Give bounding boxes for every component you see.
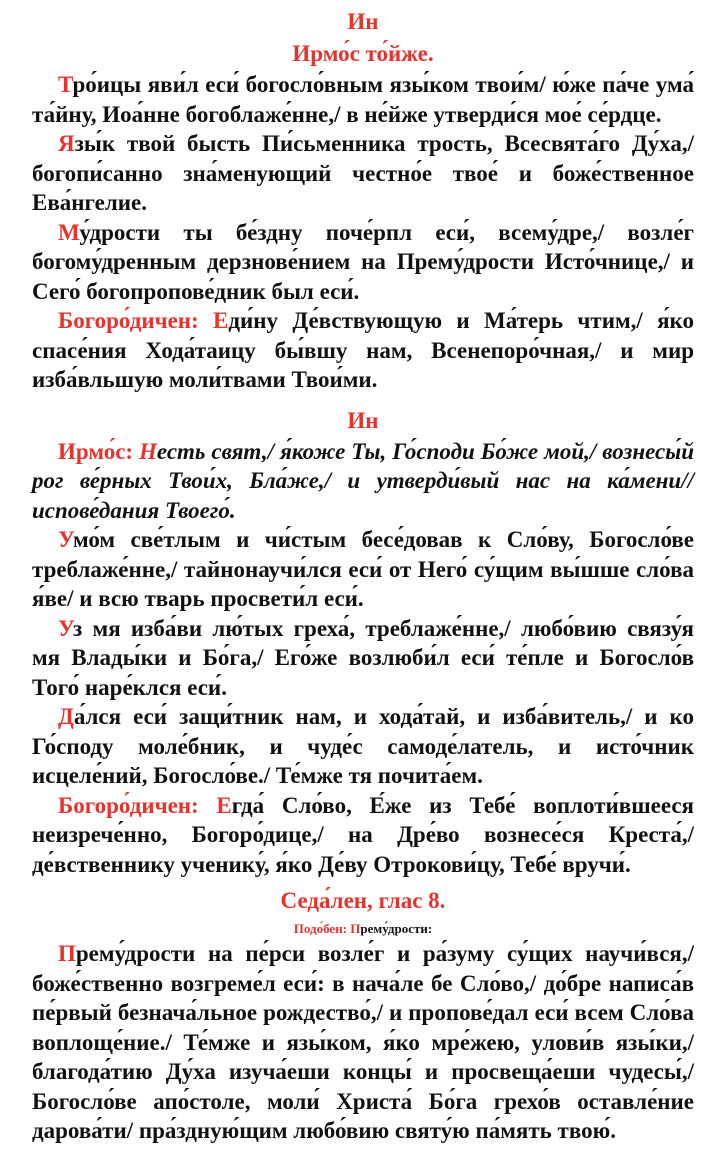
podoben-initial: П [350,921,361,936]
sedalen-heading: Седа́лен, глас 8. [280,888,446,913]
podoben-text: рему́дрости: [360,921,433,936]
troparion [32,70,694,129]
irmos-heading: Ирмо́с то́йже. [292,41,434,66]
troparion [32,525,694,614]
drop-initial: Т [58,72,73,97]
theotokion-label: Богоро́дичен: [58,308,214,333]
podoben-label: Подо́бен: [293,921,351,936]
theotokion [32,306,694,395]
drop-initial: Е [216,792,232,818]
sedalen-text-block [32,939,694,1146]
theotokion [32,791,694,880]
irmos-text: есть свят,/ я́коже Ты, Го́споди Бо́же мой,/ вознесы́й рог ве́рных Твои́х, Бла́же,/ и утверди́вый нас на ка́мени// испове́дания Твоего́. [32,438,694,523]
troparion [32,218,694,307]
drop-initial: Я [58,131,75,156]
troparion-text: зы́к твой бысть Пи́сьменника трость, Всесвята́го Ду́ха,/ богопи́санно зна́менующий честно́е твое́ и боже́ственное Ева́нгелие. [32,131,694,215]
troparion-text: у́дрости ты бе́здну поче́рпл еси́, всему́дре,/ возле́г богому́дренным дерзнове́нием на Прему́дрости Исто́чнице,/ и Сего́ богопропове́дник был еси́. [32,219,694,304]
troparion [32,614,694,703]
troparion-text: мо́м све́тлым и чи́стым бесе́довав к Сло́ву, Богосло́ве треблаже́нне,/ тайнонаучи́лся еси́ от Него́ су́щим вы́шше сло́ва я́ве/ и всю тварь просвети́л еси́. [32,527,694,611]
drop-initial: П [58,941,76,966]
troparion-text: а́лся еси́ защи́тник нам, и хода́тай, и изба́витель,/ и ко Го́споду моле́бник, и чуде́с самоде́латель, и исто́чник исцеле́ний, Богосло́ве./ Те́мже тя почита́ем. [32,704,694,788]
theotokion-label: Богоро́дичен: [58,792,217,818]
drop-initial: У [58,527,73,552]
section-heading: Ин [347,407,379,433]
troparion [32,702,694,791]
drop-initial: Д [58,704,74,729]
drop-initial: М [58,219,80,245]
troparion-text: з мя изба́ви лю́тых греха́, треблаже́нне,/ любо́вию связу́я мя Влады́ки и Бо́га,/ Его́же возлюби́л еси́ те́пле и Богосло́в Того́ наре́клся еси́. [32,615,694,700]
troparion [32,129,694,218]
irmos-label: Ирмо́с: [58,438,140,464]
drop-initial: Н [139,438,157,464]
drop-initial: Е [213,308,229,333]
podoben-line [32,919,694,939]
sedalen-text: рему́дрости на пе́рси возле́г и ра́зуму су́щих научи́вся,/ боже́ственно возгреме́л еси́: в нача́ле бе Сло́во,/ до́бре написа́в пе́рвый безнача́льное рождество́,/ и пропове́дал еси́ всем Сло́ва воплоще́ние./ Те́мже и язы́ком, я́ко мре́жею, улови́в язы́ки,/ благода́тию Ду́ха изуча́еши концы́ и просвеща́еши чудесы́,/ Богосло́ве апо́столе, моли́ Христа́ Бо́га грехо́в оставле́ние дарова́ти/ пра́здную́щим любо́вию святу́ю па́мять твою́. [32,941,694,1143]
section-heading: Ин [347,9,379,34]
theotokion-text: гда́ Сло́во, Е́же из Тебе́ воплоти́вшееся неизрече́нно, Богоро́дице,/ на Дре́во вознесе́ся Креста́,/ де́вственнику ученику́, я́ко Де́ву Отрокови́цу, Тебе́ вручи́. [32,792,694,877]
theotokion-text: ди́ну Де́вствующую и Ма́терь чтим,/ я́ко спасе́ния Хода́таицу бы́вшу нам, Всенепоро́чная,/ и мир изба́вльшую моли́твами Твои́ми. [32,308,694,392]
troparion-text: ро́ицы яви́л еси́ богосло́вным язы́ком твои́м/ ю́же па́че ума́ та́йну, Иоа́нне богоблаже́нне,/ в не́йже утверди́ся мое́ се́рдце. [32,72,694,127]
drop-initial: У [58,615,73,641]
irmos [32,437,694,526]
